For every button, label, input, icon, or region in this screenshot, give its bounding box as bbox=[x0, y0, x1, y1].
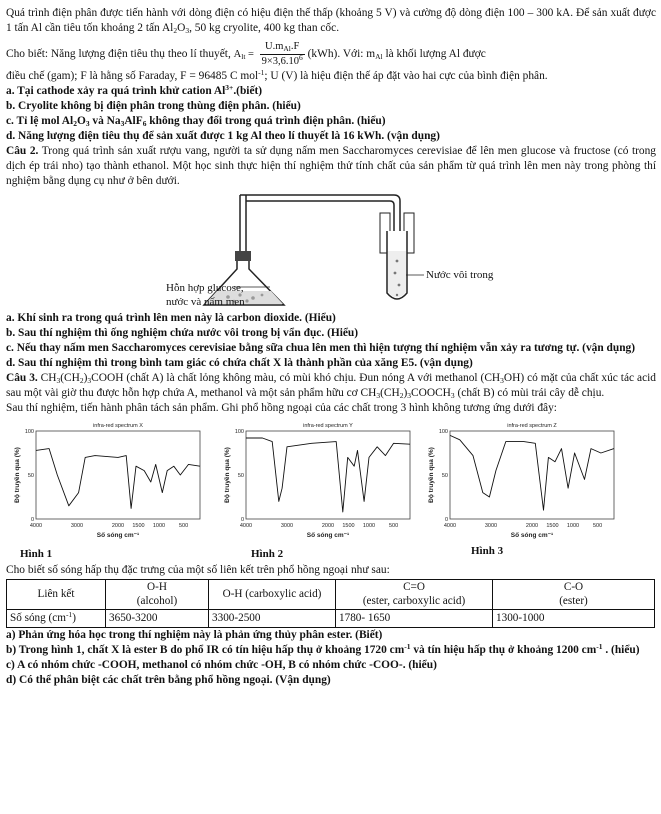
subscript: 3 bbox=[376, 391, 381, 401]
ir-spectrum-3 bbox=[424, 419, 624, 545]
spectrum-title: infra-red spectrum Z bbox=[507, 422, 557, 429]
q2-item-b bbox=[6, 326, 656, 341]
item-text: AlF bbox=[124, 114, 143, 127]
given-text: ; U (V) là hiệu điện thế áp đặt vào hai cực của bình điện phân. bbox=[264, 69, 548, 82]
subscript: 2 bbox=[399, 391, 404, 401]
x-tick-label: 2000 bbox=[525, 522, 539, 529]
superscript: -1 bbox=[65, 610, 73, 620]
x-tick-label: 1000 bbox=[566, 522, 580, 529]
x-tick-label: 1000 bbox=[152, 522, 166, 529]
y-tick-label: 100 bbox=[234, 428, 244, 435]
x-tick-label: 2000 bbox=[321, 522, 335, 529]
subscript: Al bbox=[375, 52, 383, 62]
table-row bbox=[7, 610, 655, 628]
table-header-cell bbox=[106, 579, 209, 610]
level-tag: (hiểu) bbox=[272, 99, 301, 112]
x-tick-label: 2000 bbox=[111, 522, 125, 529]
level-tag: (hiểu) bbox=[408, 659, 437, 672]
formula-numerator bbox=[260, 40, 305, 55]
q2-stem bbox=[6, 144, 656, 189]
q3-item-d bbox=[6, 673, 656, 688]
y-tick-label: 100 bbox=[24, 428, 34, 435]
apparatus-drawing bbox=[6, 191, 656, 311]
intro-text: Quá trình điện phân được tiến hành với dòng điện có hiệu điện thế thấp (khoảng 5 V) và cường độ dòng điện 100 – 300 kA. Để sản xuất được 1 tấn Al cần tiêu tốn khoảng 2 tấn Al bbox=[6, 7, 656, 35]
denominator-text: 9×3,6.10 bbox=[261, 55, 300, 67]
table-header-cell: O-H (carboxylic acid) bbox=[209, 579, 336, 610]
spectrum-title: infra-red spectrum Y bbox=[303, 422, 353, 429]
y-tick-label: 0 bbox=[444, 516, 448, 523]
table-header-cell bbox=[493, 579, 655, 610]
item-text: b. Sau thí nghiệm thì ống nghiệm chứa nước vôi trong bị vẩn đục. bbox=[6, 327, 328, 340]
level-tag: (Vận dụng) bbox=[275, 674, 331, 687]
table-cell: 3650-3200 bbox=[106, 610, 209, 628]
energy-formula: $A_{lt}$ = $\frac{U.m_{Al}.F}{9\times 3,6.10^6}$ bbox=[233, 41, 303, 67]
ir-absorption-table bbox=[6, 579, 655, 629]
level-tag: (vận dụng) bbox=[419, 357, 473, 370]
x-tick-label: 1500 bbox=[342, 522, 355, 529]
table-intro: Cho biết số sóng hấp thụ đặc trưng của một số liên kết trên phổ hồng ngoại như sau: bbox=[6, 563, 390, 576]
x-tick-label: 4000 bbox=[29, 522, 43, 529]
q3-stem bbox=[6, 371, 656, 401]
numerator-text: .F bbox=[290, 41, 300, 53]
header-line: (ester) bbox=[559, 595, 588, 608]
header-line: O-H bbox=[147, 580, 167, 593]
item-text: c. Nếu thay nấm men Saccharomyces cerevisiae bằng sữa chua lên men thì hiện tượng thí nghiệm vẫn xảy ra tương tự. bbox=[6, 342, 583, 355]
question-text: CH bbox=[37, 372, 57, 385]
item-text: d. Sau thí nghiệm thì trong bình tam giác có chứa chất X là thành phần của xăng E5. bbox=[6, 357, 420, 370]
intro-text: , 50 kg cryolite, 400 kg than cốc. bbox=[189, 22, 340, 35]
numerator-text: U.m bbox=[265, 41, 284, 53]
test-tube-label: Nước vôi trong bbox=[426, 269, 494, 282]
subscript: 2 bbox=[79, 376, 84, 386]
question-text: (chất B) có mùi trái cây dễ chịu. bbox=[454, 387, 605, 400]
given-paragraph-2 bbox=[6, 69, 656, 84]
table-cell: 1300-1000 bbox=[493, 610, 655, 628]
subscript: lt bbox=[241, 51, 246, 61]
formula-lhs: A bbox=[233, 48, 242, 60]
x-tick-label: 1000 bbox=[362, 522, 376, 529]
header-line: (alcohol) bbox=[136, 595, 178, 608]
y-axis-label: Độ truyền qua (%) bbox=[224, 446, 231, 503]
q1-item-d bbox=[6, 129, 656, 144]
formula-denominator bbox=[260, 52, 305, 69]
item-text: và Na bbox=[89, 114, 121, 127]
table-header-cell: Liên kết bbox=[7, 579, 106, 610]
ir-spectrum-1 bbox=[10, 419, 210, 545]
figure-labels bbox=[6, 544, 656, 563]
subscript: 6 bbox=[142, 118, 147, 128]
item-text: a) Phản ứng hóa học trong thí nghiệm này là phản ứng thủy phân ester. bbox=[6, 629, 356, 642]
q1-item-c bbox=[6, 114, 656, 129]
level-tag: (Hiểu) bbox=[327, 327, 359, 340]
x-tick-label: 500 bbox=[389, 522, 399, 529]
spectrum-title: infra-red spectrum X bbox=[93, 422, 143, 429]
x-axis-label: Số sóng cm⁻¹ bbox=[306, 531, 350, 539]
subscript: 3 bbox=[87, 376, 92, 386]
level-tag: (Biết) bbox=[355, 629, 383, 642]
item-text: b. Cryolite không bị điện phân trong thùng điện phân. bbox=[6, 99, 273, 112]
q3-item-a bbox=[6, 628, 656, 643]
flask-label-line2: nước và nấm men bbox=[166, 296, 245, 309]
formula-fraction bbox=[260, 40, 305, 69]
x-tick-label: 3000 bbox=[70, 522, 84, 529]
subscript: 2 bbox=[73, 118, 77, 128]
level-tag: (vận dụng) bbox=[387, 130, 440, 142]
plot-frame bbox=[246, 431, 410, 519]
ir-spectra bbox=[6, 419, 656, 547]
table-header-cell bbox=[336, 579, 493, 610]
item-text: a. Tại cathode xảy ra quá trình khử cation Al bbox=[6, 84, 226, 97]
ir-spectrum-2 bbox=[220, 419, 420, 545]
y-tick-label: 50 bbox=[237, 472, 244, 479]
superscript: -1 bbox=[258, 67, 265, 77]
spectrum-curve bbox=[246, 438, 410, 512]
y-tick-label: 0 bbox=[240, 516, 244, 523]
x-tick-label: 500 bbox=[179, 522, 189, 529]
table-cell: 1780- 1650 bbox=[336, 610, 493, 628]
q3-item-b bbox=[6, 643, 656, 658]
question-text: COOCH bbox=[411, 387, 451, 400]
subscript: 3 bbox=[56, 376, 61, 386]
document-page bbox=[6, 6, 656, 688]
x-tick-label: 500 bbox=[593, 522, 603, 529]
q2-item-d bbox=[6, 356, 656, 371]
x-tick-label: 1500 bbox=[132, 522, 145, 529]
table-header-row bbox=[7, 579, 655, 610]
level-tag: .(biết) bbox=[233, 84, 263, 97]
subscript: 3 bbox=[407, 391, 412, 401]
item-text: c) A có nhóm chức -COOH, methanol có nhóm chức -OH, B có nhóm chức -COO-. bbox=[6, 659, 409, 672]
item-text: không thay đổi trong quá trình điện phân. bbox=[146, 114, 358, 127]
q1-item-a bbox=[6, 84, 656, 99]
superscript: -1 bbox=[404, 642, 411, 652]
subscript: 3 bbox=[500, 376, 504, 386]
given-text: điều chế (gam); F là hằng số Faraday, F = 96485 C mol bbox=[6, 69, 259, 82]
question-text: ) bbox=[403, 387, 408, 400]
item-text: a. Khí sinh ra trong quá trình lên men này là carbon dioxide. bbox=[6, 312, 305, 325]
x-tick-label: 4000 bbox=[239, 522, 253, 529]
item-text: O bbox=[76, 114, 86, 127]
subscript: 3 bbox=[185, 26, 190, 36]
fermentation-apparatus bbox=[6, 191, 656, 311]
x-tick-label: 1500 bbox=[546, 522, 559, 529]
plot-frame bbox=[450, 431, 614, 519]
flask-label-line1: Hỗn hợp glucose, bbox=[166, 282, 244, 295]
item-text: và tín hiệu hấp thụ ở khoảng 1200 cm bbox=[410, 644, 597, 657]
question-text: ) bbox=[83, 372, 88, 385]
question-text: COOH (chất A) là chất lỏng không màu, có mùi khó chịu. Đun nóng A với methanol (CH bbox=[91, 372, 501, 385]
q3-item-c bbox=[6, 658, 656, 673]
figure-1-label: Hình 1 bbox=[20, 547, 53, 560]
y-tick-label: 0 bbox=[30, 516, 34, 523]
subscript: Al bbox=[283, 44, 291, 54]
intro-paragraph bbox=[6, 6, 656, 36]
given-paragraph bbox=[6, 40, 656, 69]
row-label-text: ) bbox=[72, 612, 76, 625]
spectrum-curve bbox=[450, 435, 614, 510]
table-row-label bbox=[7, 610, 106, 628]
question-text: (CH bbox=[380, 387, 400, 400]
level-tag: (hiểu) bbox=[611, 644, 640, 657]
superscript: 6 bbox=[299, 52, 303, 62]
question-text: (CH bbox=[60, 372, 80, 385]
q2-item-c bbox=[6, 341, 656, 356]
item-text: d) Có thể phân biệt các chất trên bằng phổ hồng ngoại. bbox=[6, 674, 276, 687]
question-text: Trong quá trình sản xuất rượu vang, người ta sử dụng nấm men Saccharomyces cerevisiae để lên men glucose và fructose (có trong dịch ép trái nho) tạo thành ethanol. Một học sinh thực hiện thí nghiệm thử tính chất của sản phẩm từ quá trình lên men này trong phòng thí nghiệm bằng dụng cụ như ở bên dưới. bbox=[6, 145, 656, 188]
item-text: c. Tỉ lệ mol Al bbox=[6, 114, 74, 127]
subscript: 2 bbox=[173, 26, 178, 36]
spectrum-curve bbox=[36, 448, 200, 508]
subscript: 3 bbox=[120, 118, 125, 128]
header-line: C-O bbox=[563, 580, 584, 593]
question-number: Câu 3. bbox=[6, 372, 38, 385]
y-axis-label: Độ truyền qua (%) bbox=[428, 446, 435, 503]
x-axis-label: Số sóng cm⁻¹ bbox=[96, 531, 140, 539]
q3-stem-2: Sau thí nghiệm, tiến hành phân tách sản phẩm. Ghi phổ hồng ngoại của các chất trong 3 hình không tương ứng dưới đây: bbox=[6, 402, 557, 415]
question-text: OH) có mặt của chất xúc tác acid sau một vài giờ thu được hỗn hợp chứa A, methanol và một sản phẩm hữu cơ CH bbox=[6, 372, 656, 400]
item-text: b) Trong hình 1, chất X là ester B do phổ IR có tín hiệu hấp thụ ở khoảng 1720 cm bbox=[6, 644, 405, 657]
header-line: C=O bbox=[403, 580, 425, 593]
x-tick-label: 4000 bbox=[443, 522, 457, 529]
figure-3-label: Hình 3 bbox=[471, 544, 504, 557]
header-line: (ester, carboxylic acid) bbox=[362, 595, 466, 608]
q2-item-a bbox=[6, 311, 656, 326]
level-tag: (Hiểu) bbox=[304, 312, 336, 325]
intro-text: O bbox=[177, 22, 186, 35]
subscript: 3 bbox=[85, 118, 90, 128]
subscript: 3 bbox=[450, 391, 455, 401]
level-tag: (hiểu) bbox=[357, 114, 386, 127]
x-tick-label: 3000 bbox=[484, 522, 498, 529]
y-tick-label: 50 bbox=[27, 472, 34, 479]
limewater bbox=[388, 251, 406, 298]
figure-2-label: Hình 2 bbox=[251, 547, 284, 560]
item-text: . bbox=[602, 644, 612, 657]
superscript: 3+ bbox=[225, 82, 234, 92]
row-label-text: Số sóng (cm bbox=[10, 612, 66, 625]
plot-frame bbox=[36, 431, 200, 519]
level-tag: (vận dụng) bbox=[582, 342, 636, 355]
q1-item-b bbox=[6, 99, 656, 114]
given-text: (kWh). Với: m bbox=[304, 48, 376, 61]
given-text: là khối lượng Al được bbox=[382, 48, 486, 61]
x-axis-label: Số sóng cm⁻¹ bbox=[510, 531, 554, 539]
table-cell: 3300-2500 bbox=[209, 610, 336, 628]
y-axis-label: Độ truyền qua (%) bbox=[14, 446, 21, 503]
y-tick-label: 50 bbox=[441, 472, 448, 479]
stopper bbox=[235, 251, 251, 261]
item-text: d. Năng lượng điện tiêu thụ để sản xuất được 1 kg Al theo lí thuyết là 16 kWh. bbox=[6, 130, 388, 142]
given-text: Cho biết: Năng lượng điện tiêu thụ theo lí thuyết, bbox=[6, 48, 231, 61]
x-tick-label: 3000 bbox=[280, 522, 294, 529]
superscript: -1 bbox=[596, 642, 603, 652]
question-number: Câu 2. bbox=[6, 145, 39, 158]
y-tick-label: 100 bbox=[438, 428, 448, 435]
